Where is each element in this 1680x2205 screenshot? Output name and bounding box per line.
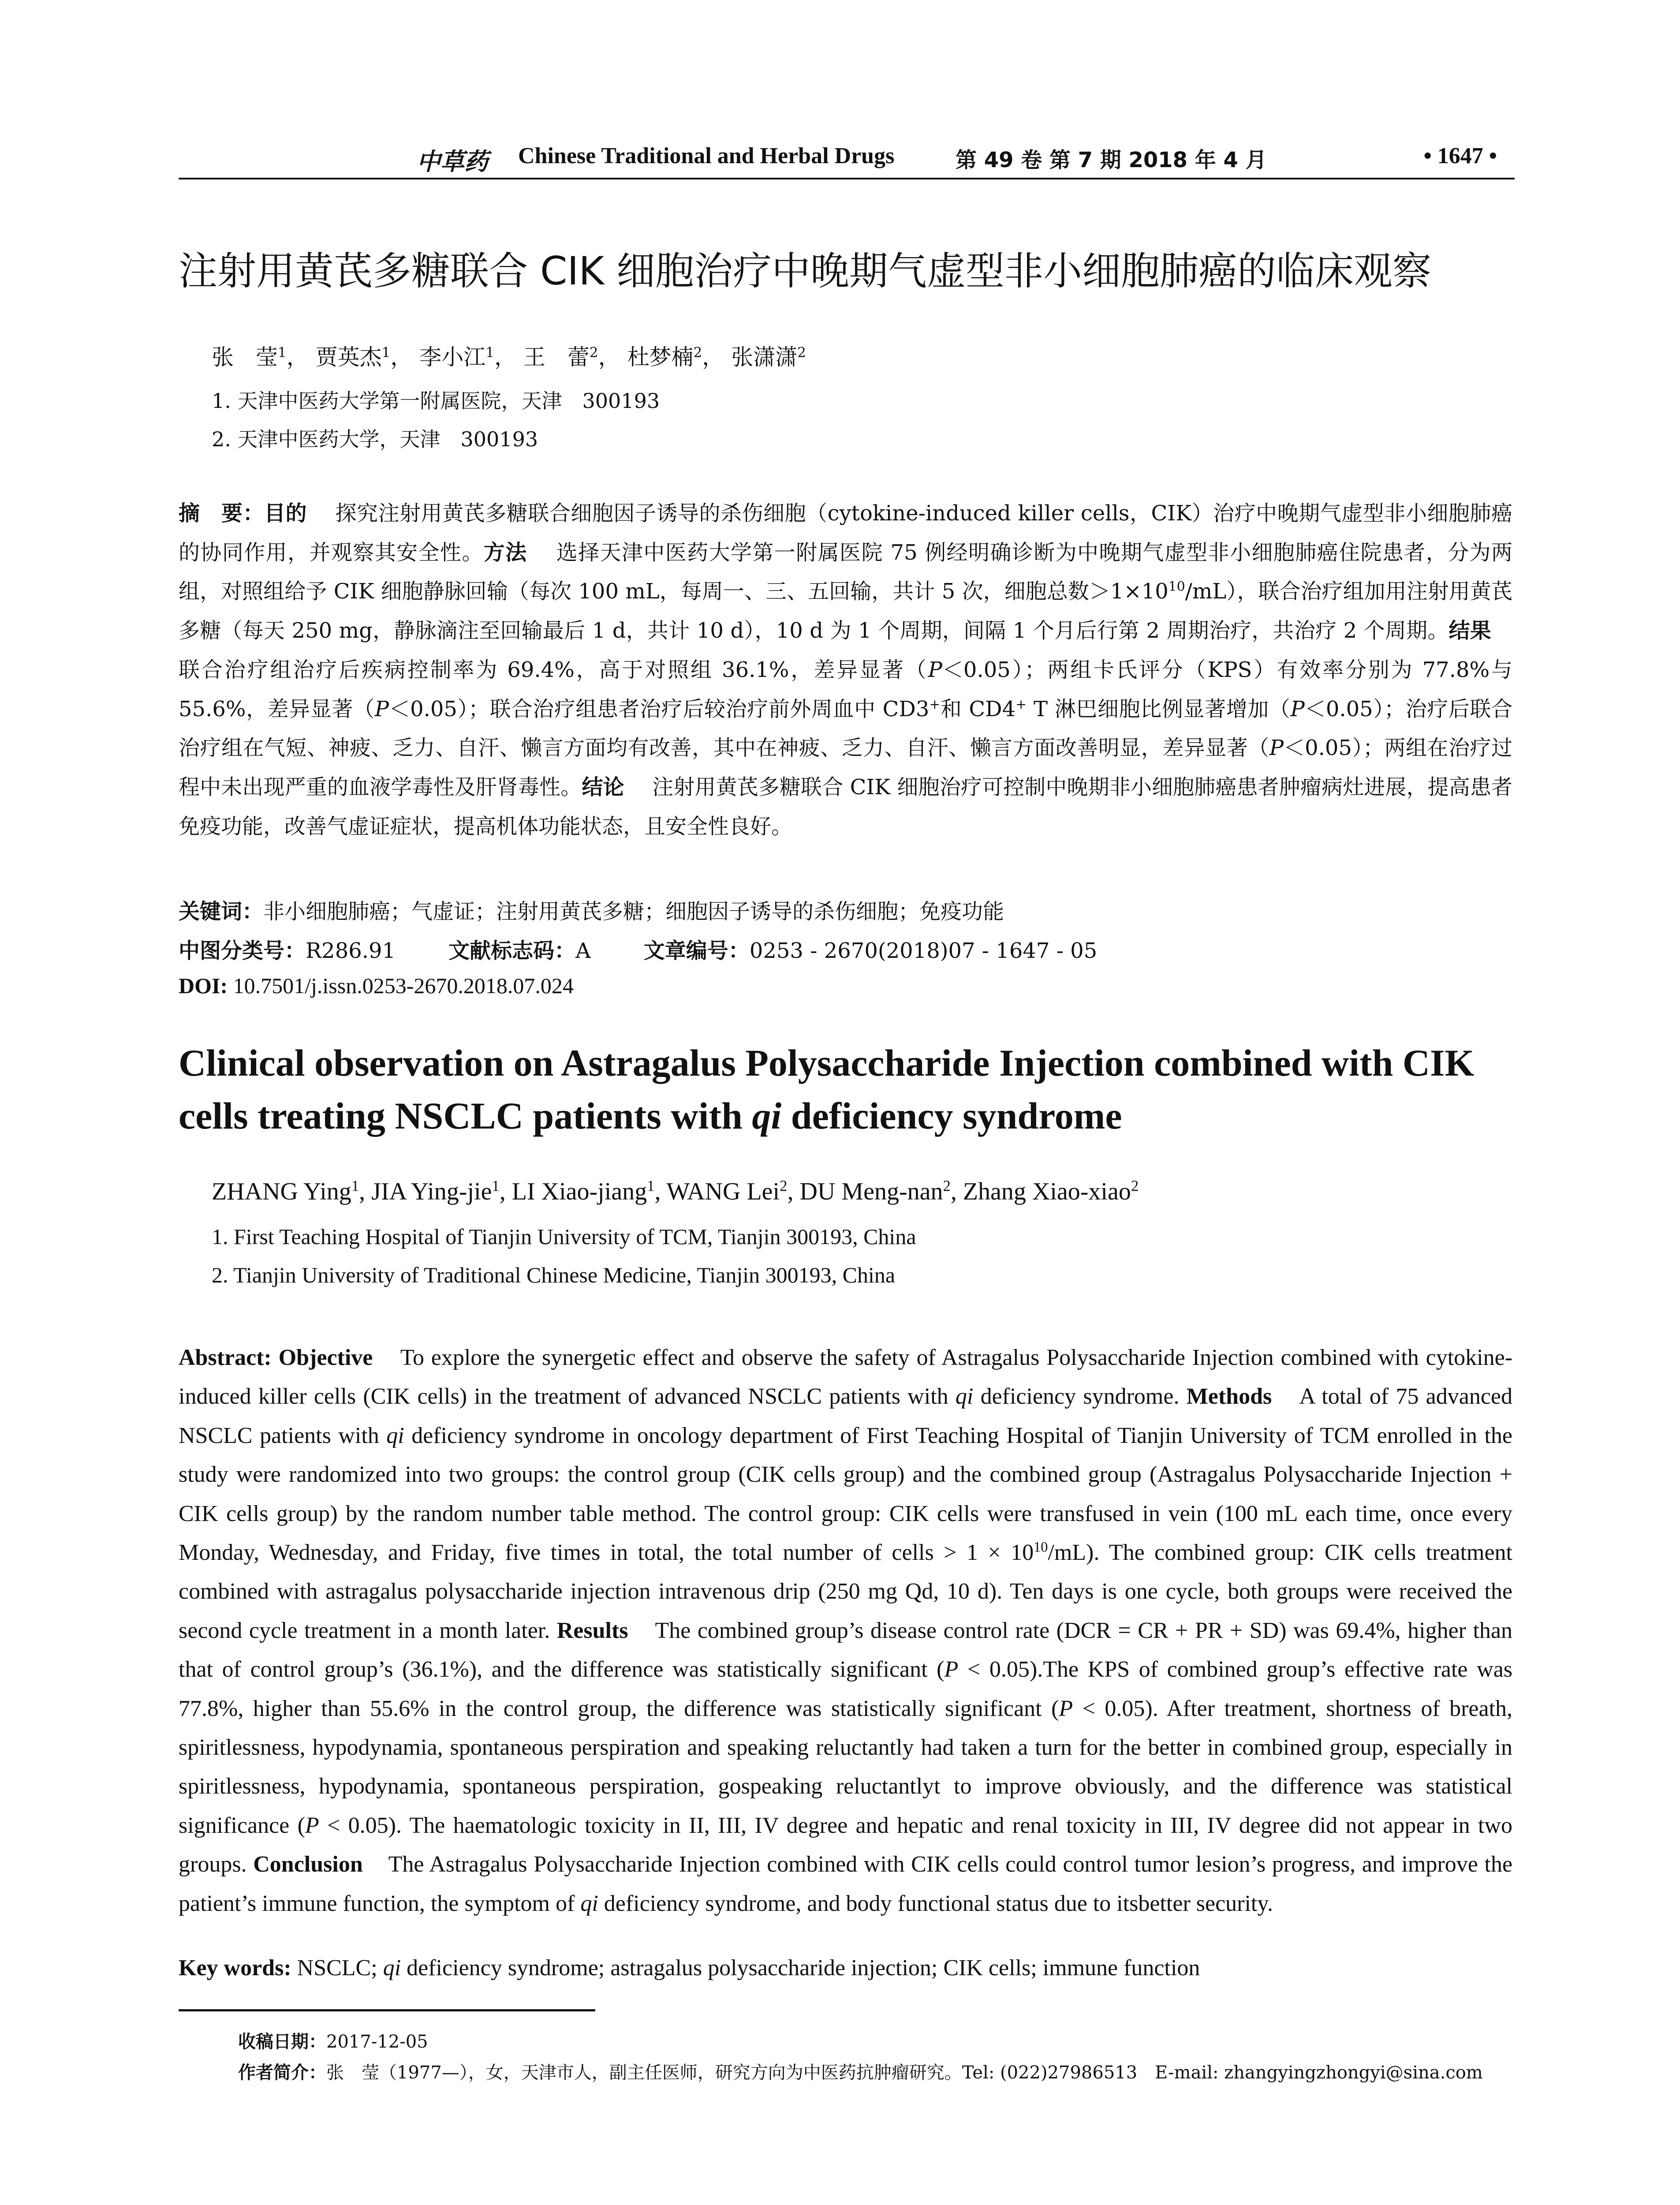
cn-author: 王 蕾 — [523, 344, 590, 370]
header-rule — [179, 178, 1515, 179]
received-date: 收稿日期：2017-12-05 — [238, 2032, 428, 2052]
en-author: DU Meng-nan — [799, 1178, 943, 1205]
en-author-list: ZHANG Ying$^1$, JIA Ying-jie$^1$, LI Xiao-jiang$^1$, WANG Lei$^2$, DU Meng-nan$^2$, Zhang Xiao-xiao$^2$ — [212, 1177, 1139, 1205]
cn-abstract-label: 摘 要： — [179, 501, 265, 526]
doi-line: DOI: 10.7501/j.issn.0253-2670.2018.07.024 — [179, 973, 574, 998]
en-abstract: Abstract: Objective To explore the synergetic effect and observe the safety of Astragalus Polysaccharide Injection combined with cytokine-induced killer cells (CIK cells) in the treatment of advanced NSCLC patients with qi deficiency syndrome. Methods A total of 75 advanced NSCLC patients with qi deficiency syndrome in oncology department of First Teaching Hospital of Tianjin University of TCM enrolled in the study were randomized into two groups: the control group (CIK cells group) and the combined group (Astragalus Polysaccharide Injection + CIK cells group) by the random number table method. The control group: CIK cells were transfused in vein (100 mL each time, once every Monday, Wednesday, and Friday, five times in total, the total number of cells > $1 \times 10^{10}/mL$). The combined group: CIK cells treatment combined with astragalus polysaccharide injection intravenous drip (250 mg Qd, 10 d). Ten days is one cycle, both groups were received the second cycle treatment in a month later. Results The combined group’s disease control rate (DCR = CR + PR + SD) was 69.4%, higher than that of control group’s (36.1%), and the difference was statistically significant (P < 0.05).The KPS of combined group’s effective rate was 77.8%, higher than 55.6% in the control group, the difference was statistically significant (P < 0.05). After treatment, shortness of breath, spiritlessness, hypodynamia, spontaneous perspiration and speaking reluctantly had taken a turn for the better in combined group, especially in spiritlessness, hypodynamia, spontaneous perspiration, gospeaking reluctantlyt to improve obviously, and the difference was statistical significance (P < 0.05). The haematologic toxicity in II, III, IV degree and hepatic and renal toxicity in III, IV degree did not appear in two groups. Conclusion The Astragalus Polysaccharide Injection combined with CIK cells could control tumor lesion’s progress, and improve the patient’s immune function, the symptom of qi deficiency syndrome, and body functional status due to itsbetter security. — [179, 1345, 1513, 1916]
en-keywords: Key words: NSCLC; qi deficiency syndrome; astragalus polysaccharide injection; CIK cells; immune function — [179, 1955, 1200, 1981]
doi-value: 10.7501/j.issn.0253-2670.2018.07.024 — [233, 973, 574, 998]
en-author: LI Xiao-jiang — [511, 1178, 647, 1205]
journal-logo: 中草药 — [417, 147, 488, 176]
footnote-rule — [179, 2009, 595, 2011]
cn-author: 贾英杰 — [315, 344, 382, 370]
cn-author: 杜梦楠 — [627, 344, 694, 370]
en-author: Zhang Xiao-xiao — [963, 1178, 1131, 1205]
running-header — [179, 140, 1501, 177]
cn-affiliation: 1. 天津中医药大学第一附属医院，天津 300193 — [212, 389, 660, 413]
en-affiliation: 1. First Teaching Hospital of Tianjin University of TCM, Tianjin 300193, China — [212, 1224, 916, 1249]
cn-author: 张潇潇 — [731, 344, 798, 370]
cn-article-title: 注射用黄芪多糖联合 CIK 细胞治疗中晚期气虚型非小细胞肺癌的临床观察 — [179, 248, 1432, 294]
en-author: JIA Ying-jie — [371, 1178, 492, 1205]
author-bio: 作者简介：张 莹（1977—），女，天津市人，副主任医师，研究方向为中医药抗肿瘤研究。Tel: (022)27986513 E-mail: zhangyingzhongyi@sina.com — [238, 2063, 1483, 2083]
journal-name: Chinese Traditional and Herbal Drugs — [518, 143, 895, 168]
cn-author: 张 莹 — [212, 344, 278, 370]
en-article-title: Clinical observation on Astragalus Polysaccharide Injection combined with CIK cells treating NSCLC patients with qi deficiency syndrome — [179, 1042, 1475, 1137]
cn-keywords: 关键词：非小细胞肺癌；气虚证；注射用黄芪多糖；细胞因子诱导的杀伤细胞；免疫功能 — [179, 899, 1004, 924]
cn-author: 李小江 — [419, 344, 486, 370]
en-affiliation: 2. Tianjin University of Traditional Chinese Medicine, Tianjin 300193, China — [212, 1263, 896, 1287]
classification-line: 中图分类号：R286.91 文献标志码：A 文章编号：0253 - 2670(2018)07 - 1647 - 05 — [179, 938, 1098, 963]
cn-author-list: 张 莹$^1$， 贾英杰$^1$， 李小江$^1$， 王 蕾$^2$， 杜梦楠$^2$， 张潇潇$^2$ — [212, 344, 806, 370]
cn-abstract: 摘 要：目的 探究注射用黄芪多糖联合细胞因子诱导的杀伤细胞（cytokine-induced killer cells，CIK）治疗中晚期气虚型非小细胞肺癌的协同作用，并观察其安全性。方法 选择天津中医药大学第一附属医院 75 例经明确诊断为中晚期气虚型非小细胞肺癌住院患者，分为两组，对照组给予 CIK 细胞静脉回输（每次 100 mL，每周一、三、五回输，共计 5 次，细胞总数$>1\times 10^{10}/mL$），联合治疗组加用注射用黄芪多糖（每天 250 mg，静脉滴注至回输最后 1 d，共计 10 d），10 d 为 1 个周期，间隔 1 个月后行第 2 周期治疗，共治疗 2 个周期。结果 联合治疗组治疗后疾病控制率为 69.4%，高于对照组 36.1%，差异显著（P＜0.05）；两组卡氏评分（KPS）有效率分别为 77.8%与 55.6%，差异显著（P＜0.05）；联合治疗组患者治疗后较治疗前外周血中 CD3+和 CD4+ T 淋巴细胞比例显著增加（P＜0.05）；治疗后联合治疗组在气短、神疲、乏力、自汗、懒言方面均有改善，其中在神疲、乏力、自汗、懒言方面改善明显，差异显著（P＜0.05）；两组在治疗过程中未出现严重的血液学毒性及肝肾毒性。结论 注射用黄芪多糖联合 CIK 细胞治疗可控制中晚期非小细胞肺癌患者肿瘤病灶进展，提高患者免疫功能，改善气虚证症状，提高机体功能状态，且安全性良好。 — [179, 501, 1512, 839]
en-author: WANG Lei — [666, 1178, 780, 1205]
en-abstract-label: Abstract: — [179, 1345, 272, 1370]
en-author: ZHANG Ying — [212, 1178, 351, 1205]
cn-affiliation: 2. 天津中医药大学，天津 300193 — [212, 427, 538, 451]
issue-info: 第 49 卷 第 7 期 2018 年 4 月 — [956, 148, 1267, 172]
page-number: • 1647 • — [1423, 143, 1497, 168]
